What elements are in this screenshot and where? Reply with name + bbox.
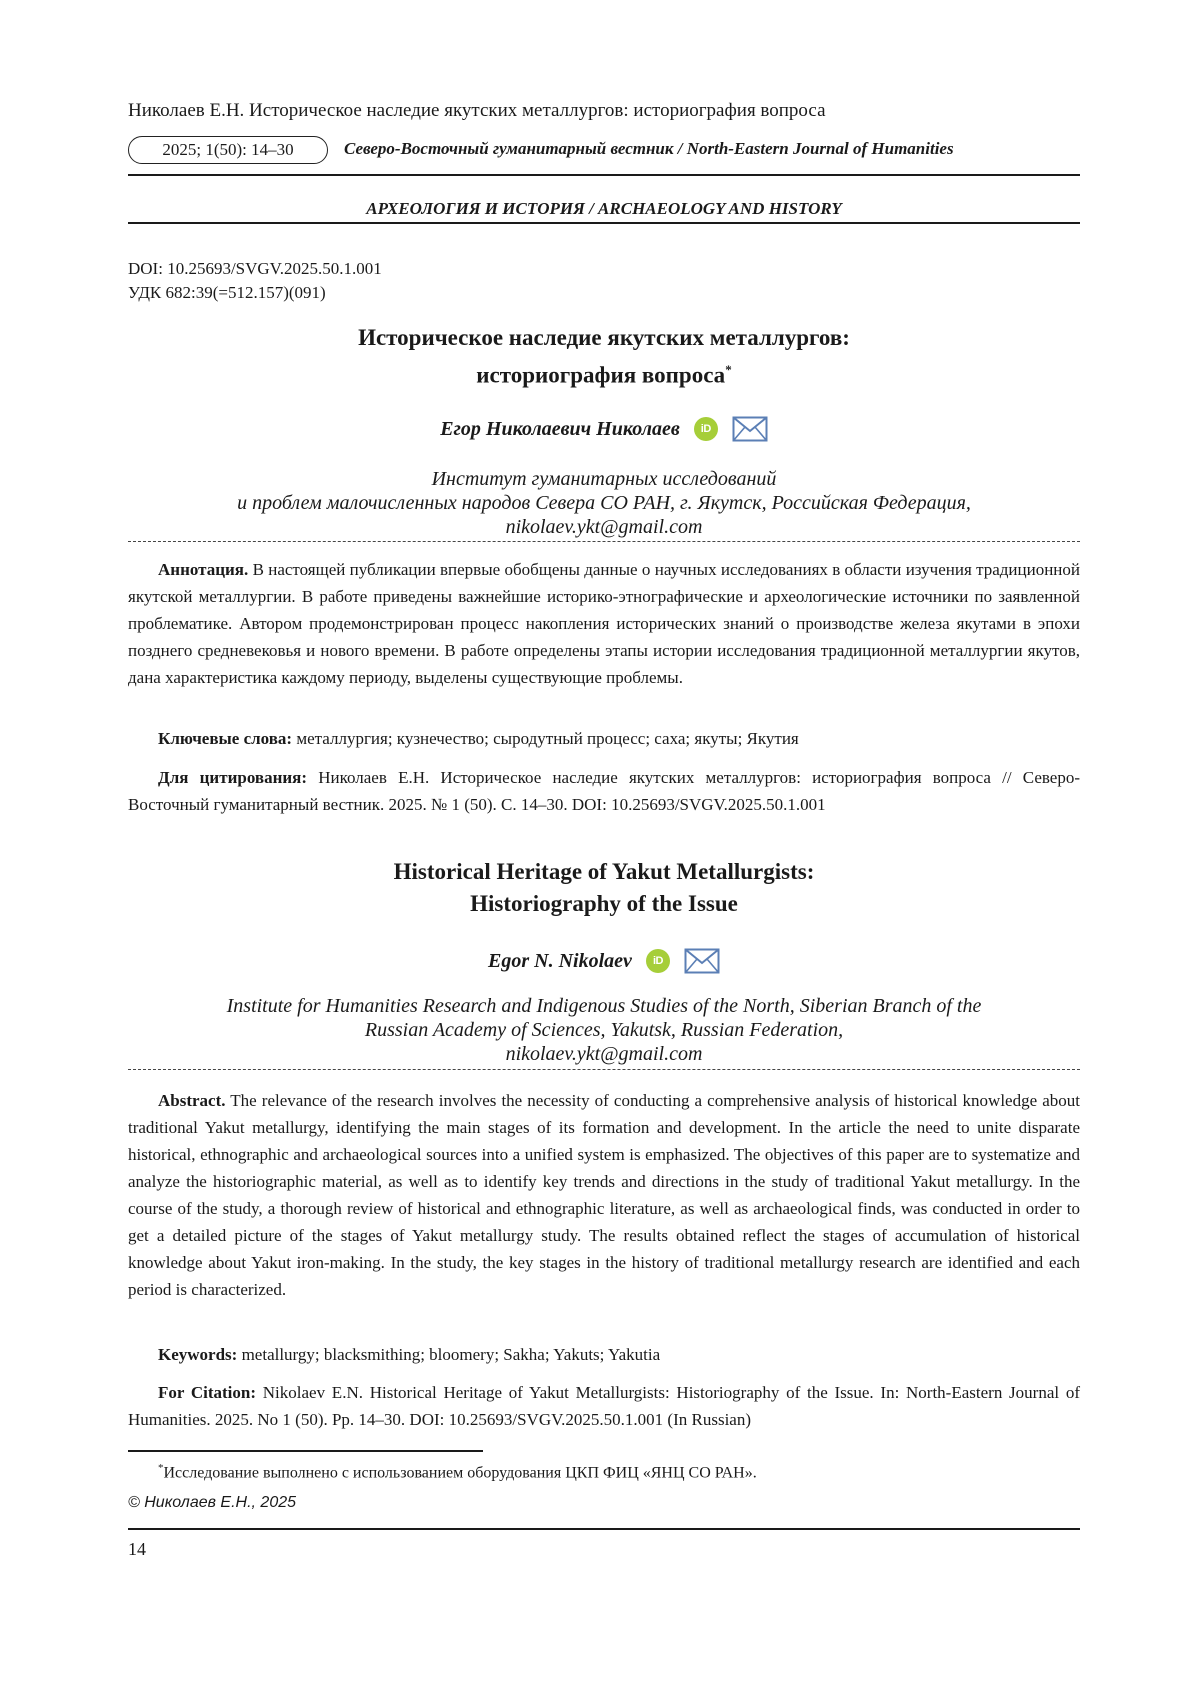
en-title (128, 856, 1080, 920)
issue-badge: 2025; 1(50): 14–30 (128, 136, 328, 164)
en-affiliation-line1: Institute for Humanities Research and Indigenous Studies of the North, Siberian Branch of the (226, 995, 982, 1017)
ru-author-row (128, 414, 1080, 444)
ru-author-name: Егор Николаевич Николаев (440, 417, 680, 440)
ru-title-line1: Историческое наследие якутских металлургов: (358, 325, 850, 350)
ru-dashed-divider (128, 541, 1080, 542)
en-citation (128, 1379, 1080, 1433)
ru-title-line2: историография вопроса (476, 362, 726, 388)
en-abstract (128, 1087, 1080, 1303)
en-email[interactable]: nikolaev.ykt@gmail.com (505, 1043, 703, 1065)
en-keywords-label: Keywords: (158, 1345, 238, 1364)
ru-title (128, 322, 1080, 392)
en-abstract-text: The relevance of the research involves the necessity of conducting a comprehensive analysis of historical knowledge about traditional Yakut metallurgy, identifying the main stages of its formation and development. In the article the need to unite disparate historical, ethnographic and archaeological sources into a unified system is emphasized. The objectives of this paper are to systematize and analyze the historiographic material, as well as to identify key trends and directions in the study of traditional Yakut metallurgy. In the course of the study, a thorough review of historical and ethnographic literature, as well as archaeological finds, was conducted in order to get a detailed picture of the stages of Yakut metallurgy study. The results obtained reflect the stages of accumulation of historical knowledge about Yakut iron-making. In the study, the key stages in the history of traditional metallurgy research are identified and each period is characterized. (128, 1091, 1080, 1299)
page-number: 14 (128, 1539, 146, 1559)
udk: УДК 682:39(=512.157)(091) (128, 283, 326, 302)
ru-citation (128, 764, 1080, 818)
orcid-icon[interactable]: iD (646, 949, 670, 973)
journal-title: Северо-Восточный гуманитарный вестник / North-Eastern Journal of Humanities (344, 139, 954, 158)
footnote-mark: * (158, 1462, 164, 1474)
ru-keywords-label: Ключевые слова: (158, 729, 293, 748)
footnote (158, 1462, 757, 1482)
header-rule (128, 174, 1080, 176)
ru-citation-label: Для цитирования: (158, 768, 308, 787)
ru-affiliation (128, 467, 1080, 539)
en-dashed-divider (128, 1069, 1080, 1070)
en-author-row (128, 946, 1080, 976)
en-affiliation (128, 994, 1080, 1066)
running-title: Николаев Е.Н. Историческое наследие якутских металлургов: историография вопроса (128, 100, 826, 121)
ru-email[interactable]: nikolaev.ykt@gmail.com (505, 516, 703, 538)
en-title-line2: Historiography of the Issue (470, 891, 738, 916)
section-heading: АРХЕОЛОГИЯ И ИСТОРИЯ / ARCHAEOLOGY AND HISTORY (366, 199, 842, 218)
ru-keywords (128, 725, 1080, 752)
copyright: © Николаев Е.Н., 2025 (128, 1494, 297, 1511)
ru-abstract (128, 556, 1080, 691)
ru-abstract-text: В настоящей публикации впервые обобщены данные о научных исследованиях в области изучения традиционной якутской металлургии. В работе приведены важнейшие историко-этнографические и археологические источники по заявленной проблематике. Автором продемонстрирован процесс накопления исторических знаний о производстве железа якутами в эпохи позднего средневековья и нового времени. В работе определены этапы истории исследования традиционной металлургии якутов, дана характеристика каждому периоду, выделены существующие проблемы. (128, 560, 1080, 687)
en-keywords (128, 1341, 1080, 1368)
ru-title-line2-wrap (128, 354, 1080, 392)
mail-icon[interactable] (732, 416, 768, 442)
en-affiliation-line2: Russian Academy of Sciences, Yakutsk, Russian Federation, (364, 1019, 844, 1041)
footnote-rule (128, 1450, 483, 1452)
ru-affiliation-line2: и проблем малочисленных народов Севера СО РАН, г. Якутск, Российская Федерация, (237, 492, 971, 514)
ru-keywords-text: металлургия; кузнечество; сыродутный процесс; саха; якуты; Якутия (292, 729, 799, 748)
ru-affiliation-line1: Институт гуманитарных исследований (431, 468, 777, 490)
mail-icon[interactable] (684, 948, 720, 974)
en-author-name: Egor N. Nikolaev (488, 949, 632, 972)
section-rule (128, 222, 1080, 224)
footnote-marker[interactable]: * (725, 362, 732, 377)
en-keywords-text: metallurgy; blacksmithing; bloomery; Sakha; Yakuts; Yakutia (237, 1345, 661, 1364)
en-citation-label: For Citation: (158, 1383, 257, 1402)
ru-abstract-label: Аннотация. (158, 560, 249, 579)
orcid-icon[interactable]: iD (694, 417, 718, 441)
en-abstract-label: Abstract. (158, 1091, 226, 1110)
en-title-line1: Historical Heritage of Yakut Metallurgists: (393, 859, 815, 884)
doi: DOI: 10.25693/SVGV.2025.50.1.001 (128, 259, 382, 278)
footnote-text: Исследование выполнено с использованием оборудования ЦКП ФИЦ «ЯНЦ СО РАН». (163, 1464, 757, 1482)
footer-rule (128, 1528, 1080, 1530)
ru-citation-text: Николаев Е.Н. Историческое наследие якутских металлургов: историография вопроса // Северо-Восточный гуманитарный вестник. 2025. № 1 (50). С. 14–30. DOI: 10.25693/SVGV.2025.50.1.001 (128, 768, 1080, 814)
en-citation-text: Nikolaev E.N. Historical Heritage of Yakut Metallurgists: Historiography of the Issue. In: North-Eastern Journal of Humanities. 2025. No 1 (50). Pp. 14–30. DOI: 10.25693/SVGV.2025.50.1.001 (In Russian) (128, 1383, 1080, 1429)
